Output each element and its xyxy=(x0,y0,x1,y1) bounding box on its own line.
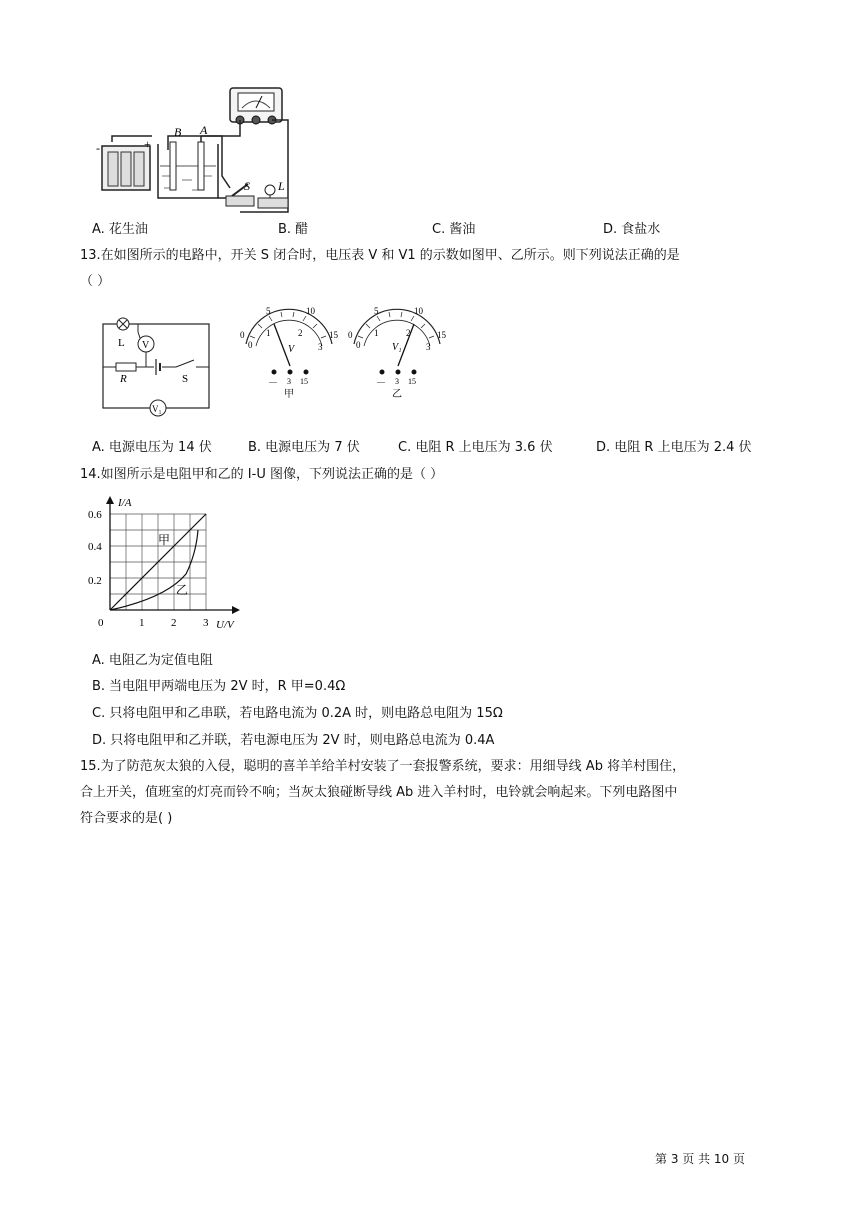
q13-jia-scale-5: 5 xyxy=(266,306,271,316)
q14-ylabel: I/A xyxy=(118,497,132,509)
q13-jia-scale-0: 0 xyxy=(240,330,245,340)
q13-circuit-diagram xyxy=(96,312,216,418)
q13-jia-needle-label: V xyxy=(288,344,295,355)
q14-curve-yi xyxy=(110,530,198,610)
q14-xtick-0: 0 xyxy=(98,617,104,629)
q14-option-c[interactable]: C. 只将电阻甲和乙串联，若电路电流为 0.2A 时，则电路总电阻为 15Ω xyxy=(92,706,503,721)
q14-ytick-02: 0.2 xyxy=(88,575,102,587)
q12-battery-plus: + xyxy=(144,137,151,151)
q14-xtick-2: 2 xyxy=(171,617,177,629)
q13-yi-terminal-minus: — xyxy=(377,377,385,386)
q13-lamp-label: L xyxy=(118,337,125,349)
q12-option-a[interactable]: A. 花生油 xyxy=(92,222,148,237)
q12-electrode-a-label: A xyxy=(200,123,208,137)
q13-jia-inner-1: 1 xyxy=(266,328,271,338)
q13-v1-label: V₁ xyxy=(152,404,162,414)
q14-xtick-3: 3 xyxy=(203,617,209,629)
q13-switch-label: S xyxy=(182,373,189,385)
q13-yi-scale-5: 5 xyxy=(374,306,379,316)
q13-jia-terminal-3: 3 xyxy=(287,377,291,386)
q13-option-b[interactable]: B. 电源电压为 7 伏 xyxy=(248,440,360,455)
q13-yi-inner-3: 3 xyxy=(426,342,431,352)
page-footer: 第 3 页 共 10 页 xyxy=(655,1152,745,1166)
q13-jia-inner-3: 3 xyxy=(318,342,323,352)
q13-yi-name: 乙 xyxy=(392,389,402,400)
q13-meter-jia xyxy=(236,306,342,400)
q13-option-a[interactable]: A. 电源电压为 14 伏 xyxy=(92,440,212,455)
q14-option-b[interactable]: B. 当电阻甲两端电压为 2V 时，R 甲=0.4Ω xyxy=(92,679,346,694)
q14-series-yi: 乙 xyxy=(176,583,189,597)
q13-yi-inner-1: 1 xyxy=(374,328,379,338)
q13-jia-terminal-15: 15 xyxy=(300,377,308,386)
q13-meter-yi xyxy=(344,306,450,400)
q13-yi-inner-2: 2 xyxy=(406,328,411,338)
q12-battery-minus: - xyxy=(96,141,100,155)
q13-yi-terminal-3: 3 xyxy=(395,377,399,386)
q14-series-jia: 甲 xyxy=(158,533,171,547)
q13-resistor-label: R xyxy=(120,373,127,385)
q12-electrode-b-label: B xyxy=(174,125,182,139)
q13-yi-inner-0: 0 xyxy=(356,340,361,350)
q13-option-c[interactable]: C. 电阻 R 上电压为 3.6 伏 xyxy=(398,440,553,455)
q14-option-d[interactable]: D. 只将电阻甲和乙并联，若电源电压为 2V 时，则电路总电流为 0.4A xyxy=(92,733,495,748)
q12-lamp-label: L xyxy=(278,179,285,193)
q13-yi-terminal-15: 15 xyxy=(408,377,416,386)
q13-jia-terminal-minus: — xyxy=(269,377,277,386)
q12-option-b[interactable]: B. 醋 xyxy=(278,222,309,237)
q12-switch-label: S xyxy=(244,179,250,193)
q15-stem-line1: 15.为了防范灰太狼的入侵，聪明的喜羊羊给羊村安装了一套报警系统，要求：用细导线 Ab 将羊村围住， xyxy=(80,759,686,774)
q14-xtick-1: 1 xyxy=(139,617,145,629)
q15-stem-line2: 合上开关，值班室的灯亮而铃不响；当灰太狼碰断导线 Ab 进入羊村时，电铃就会响起来。下列电路图中 xyxy=(80,785,678,800)
q13-jia-inner-2: 2 xyxy=(298,328,303,338)
q12-option-d[interactable]: D. 食盐水 xyxy=(603,222,661,237)
q13-v-label: V xyxy=(142,340,150,351)
q15-stem-line3: 符合要求的是( ) xyxy=(80,811,173,826)
q14-xlabel: U/V xyxy=(216,619,234,631)
q14-option-a[interactable]: A. 电阻乙为定值电阻 xyxy=(92,653,213,668)
q13-jia-name: 甲 xyxy=(284,389,294,400)
q13-option-d[interactable]: D. 电阻 R 上电压为 2.4 伏 xyxy=(596,440,752,455)
q12-apparatus-figure xyxy=(92,80,302,215)
q12-option-c[interactable]: C. 酱油 xyxy=(432,222,476,237)
q13-jia-inner-0: 0 xyxy=(248,340,253,350)
q13-yi-scale-0: 0 xyxy=(348,330,353,340)
q13-yi-scale-10: 10 xyxy=(414,306,423,316)
q14-ytick-04: 0.4 xyxy=(88,541,102,553)
q13-jia-scale-15: 15 xyxy=(329,330,338,340)
q13-yi-scale-15: 15 xyxy=(437,330,446,340)
q14-iu-chart xyxy=(86,494,246,634)
q14-stem: 14.如图所示是电阻甲和乙的 I-U 图像，下列说法正确的是（ ） xyxy=(80,467,444,482)
q13-stem-line1: 13.在如图所示的电路中，开关 S 闭合时，电压表 V 和 V1 的示数如图甲、乙所示。则下列说法正确的是 xyxy=(80,248,680,263)
q13-yi-needle-label: V₁ xyxy=(392,342,402,353)
q13-jia-scale-10: 10 xyxy=(306,306,315,316)
q14-ytick-06: 0.6 xyxy=(88,509,102,521)
q13-stem-line2: （ ） xyxy=(80,274,111,289)
